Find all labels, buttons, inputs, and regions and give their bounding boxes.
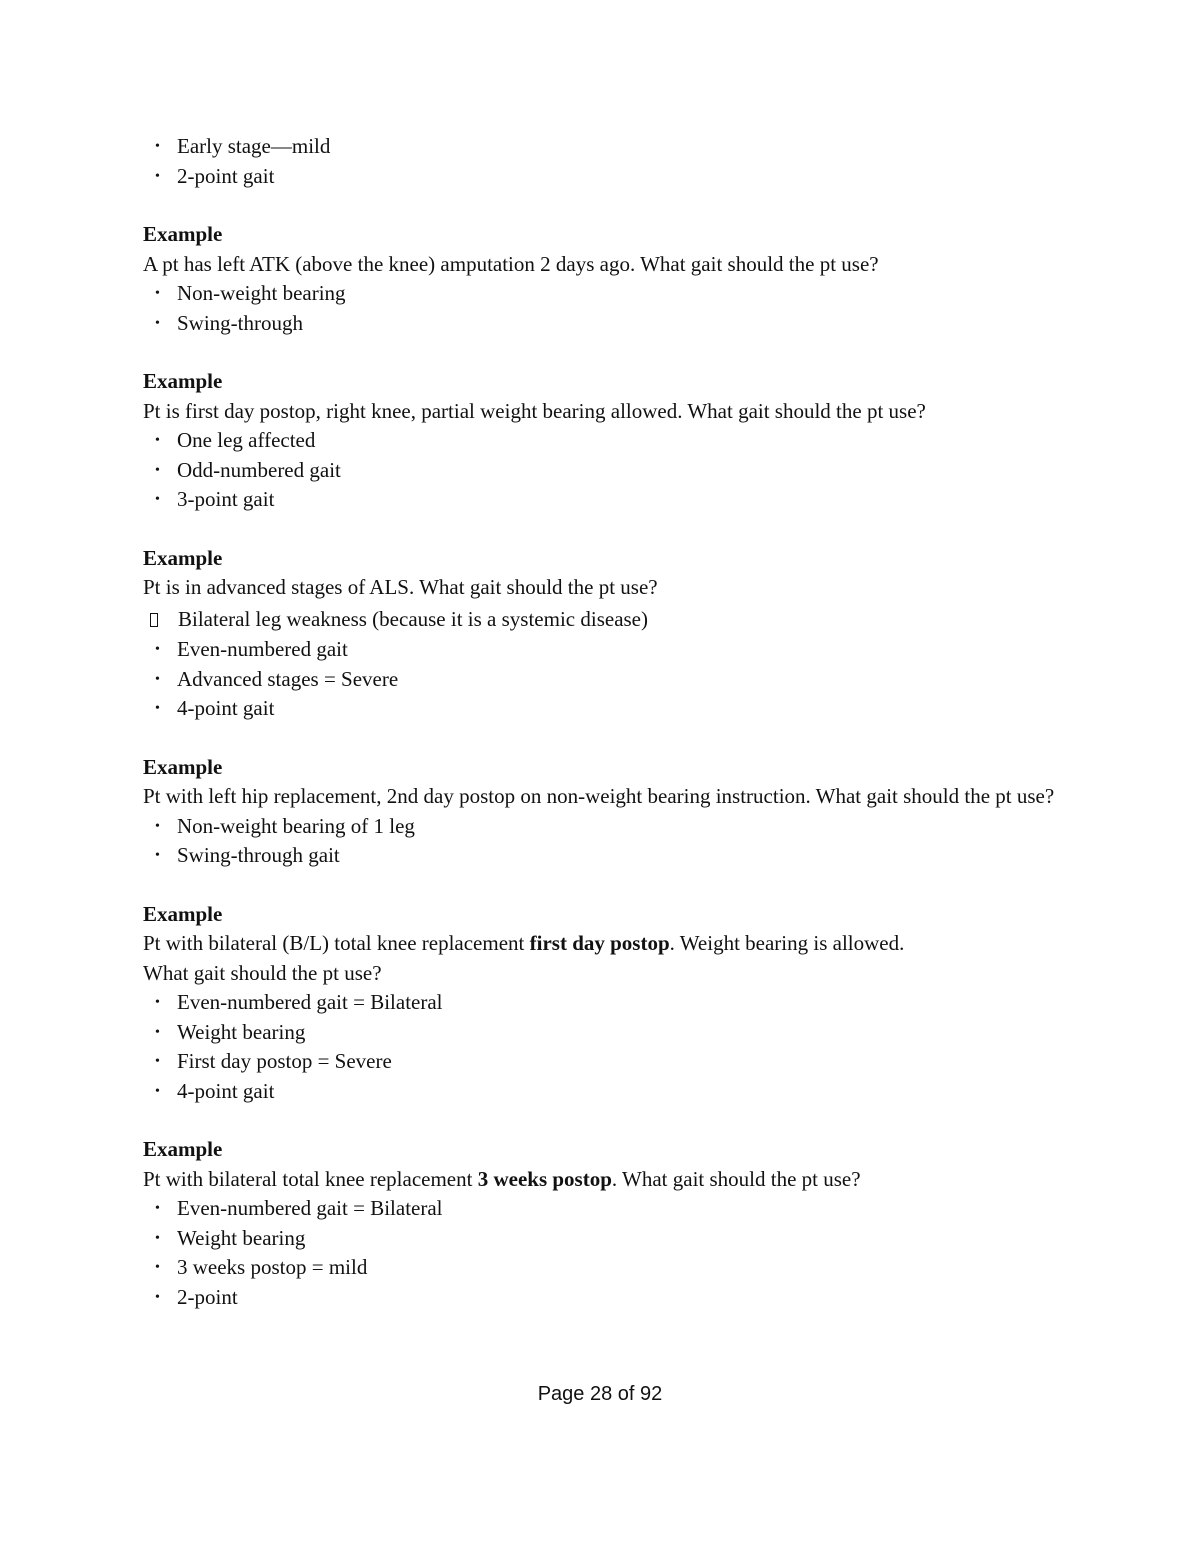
emphasis-text: 3 weeks postop	[477, 1166, 612, 1191]
bullet-icon: •	[155, 286, 160, 301]
example-heading: Example	[143, 369, 223, 393]
example-section-5	[143, 900, 1073, 1107]
example-heading: Example	[143, 222, 223, 246]
bullet-icon: •	[155, 168, 160, 184]
page-number-footer: Page 28 of 92	[537, 1383, 663, 1405]
bullet-icon: •	[155, 1083, 160, 1099]
example-bullet-list	[143, 426, 1073, 515]
bullet-icon: •	[155, 1201, 160, 1216]
bullet-icon: •	[155, 462, 160, 478]
intro-bullet-list	[143, 132, 1073, 191]
list-item: • 4-point gait	[143, 694, 1073, 724]
list-item: • Weight bearing	[143, 1224, 1073, 1254]
list-item: • Swing-through	[143, 309, 1073, 339]
list-item: • 3 weeks postop = mild	[143, 1253, 1073, 1283]
bullet-icon: •	[155, 818, 160, 834]
bullet-icon: •	[155, 1054, 160, 1069]
list-item: • Even-numbered gait = Bilateral	[143, 988, 1073, 1018]
list-item: • 2-point gait	[143, 162, 1073, 192]
example-heading: Example	[143, 901, 223, 926]
example-question: Pt with bilateral (B/L) total knee replacement first day postop. Weight bearing is allowed. What gait should the pt use?	[143, 931, 905, 985]
list-item: • One leg affected	[143, 426, 1073, 456]
bullet-icon: •	[155, 1024, 160, 1040]
bullet-icon: •	[155, 315, 160, 331]
example-heading: Example	[143, 754, 223, 779]
example-section-4	[143, 753, 1073, 871]
list-item: • 2-point	[143, 1283, 1073, 1313]
list-item: • Even-numbered gait	[143, 635, 1073, 665]
bullet-icon: •	[155, 995, 160, 1010]
list-item: • Advanced stages = Severe	[143, 665, 1073, 695]
list-item: • 3-point gait	[143, 485, 1073, 515]
example-question: Pt is first day postop, right knee, partial weight bearing allowed. What gait should the pt use?	[143, 398, 926, 423]
bullet-icon: •	[155, 701, 160, 716]
example-bullet-list	[143, 279, 1073, 338]
bullet-icon: •	[155, 1289, 160, 1305]
bullet-icon: •	[155, 642, 160, 657]
list-item: • Non-weight bearing of 1 leg	[143, 812, 1073, 842]
bullet-icon: •	[155, 848, 160, 863]
bullet-icon: •	[155, 1230, 160, 1246]
list-item: • Non-weight bearing	[143, 279, 1073, 309]
list-item: • First day postop = Severe	[143, 1047, 1073, 1077]
example-section-3	[143, 544, 1073, 724]
list-item: • Early stage—mild	[143, 132, 1073, 162]
example-question: Pt with bilateral total knee replacement 3 weeks postop. What gait should the pt use?	[143, 1166, 861, 1191]
example-question: A pt has left ATK (above the knee) amputation 2 days ago. What gait should the pt use?	[143, 251, 879, 276]
example-heading: Example	[143, 1137, 223, 1161]
emphasis-text: first day postop	[529, 931, 670, 955]
bullet-icon: •	[155, 139, 160, 154]
bullet-icon: •	[155, 433, 160, 448]
example-bullet-list	[143, 812, 1073, 871]
missing-glyph-box-icon	[150, 613, 158, 627]
example-bullet-list	[143, 635, 1073, 724]
list-item: • 4-point gait	[143, 1077, 1073, 1107]
example-section-2	[143, 367, 1073, 515]
list-item: • Swing-through gait	[143, 841, 1073, 871]
checkbox-list-item: Bilateral leg weakness (because it is a systemic disease)	[143, 605, 1073, 635]
example-question: Pt is in advanced stages of ALS. What gait should the pt use?	[143, 575, 658, 599]
example-question: Pt with left hip replacement, 2nd day postop on non-weight bearing instruction. What gait should the pt use?	[143, 784, 1055, 808]
list-item: • Weight bearing	[143, 1018, 1073, 1048]
list-item: • Odd-numbered gait	[143, 456, 1073, 486]
bullet-icon: •	[155, 1260, 160, 1275]
example-section-6	[143, 1135, 1073, 1312]
example-heading: Example	[143, 545, 223, 570]
example-bullet-list	[143, 988, 1073, 1106]
example-section-1	[143, 220, 1073, 338]
list-item: • Even-numbered gait = Bilateral	[143, 1194, 1073, 1224]
example-bullet-list	[143, 1194, 1073, 1312]
page-content	[143, 132, 1073, 1312]
bullet-icon: •	[155, 492, 160, 507]
bullet-icon: •	[155, 671, 160, 687]
